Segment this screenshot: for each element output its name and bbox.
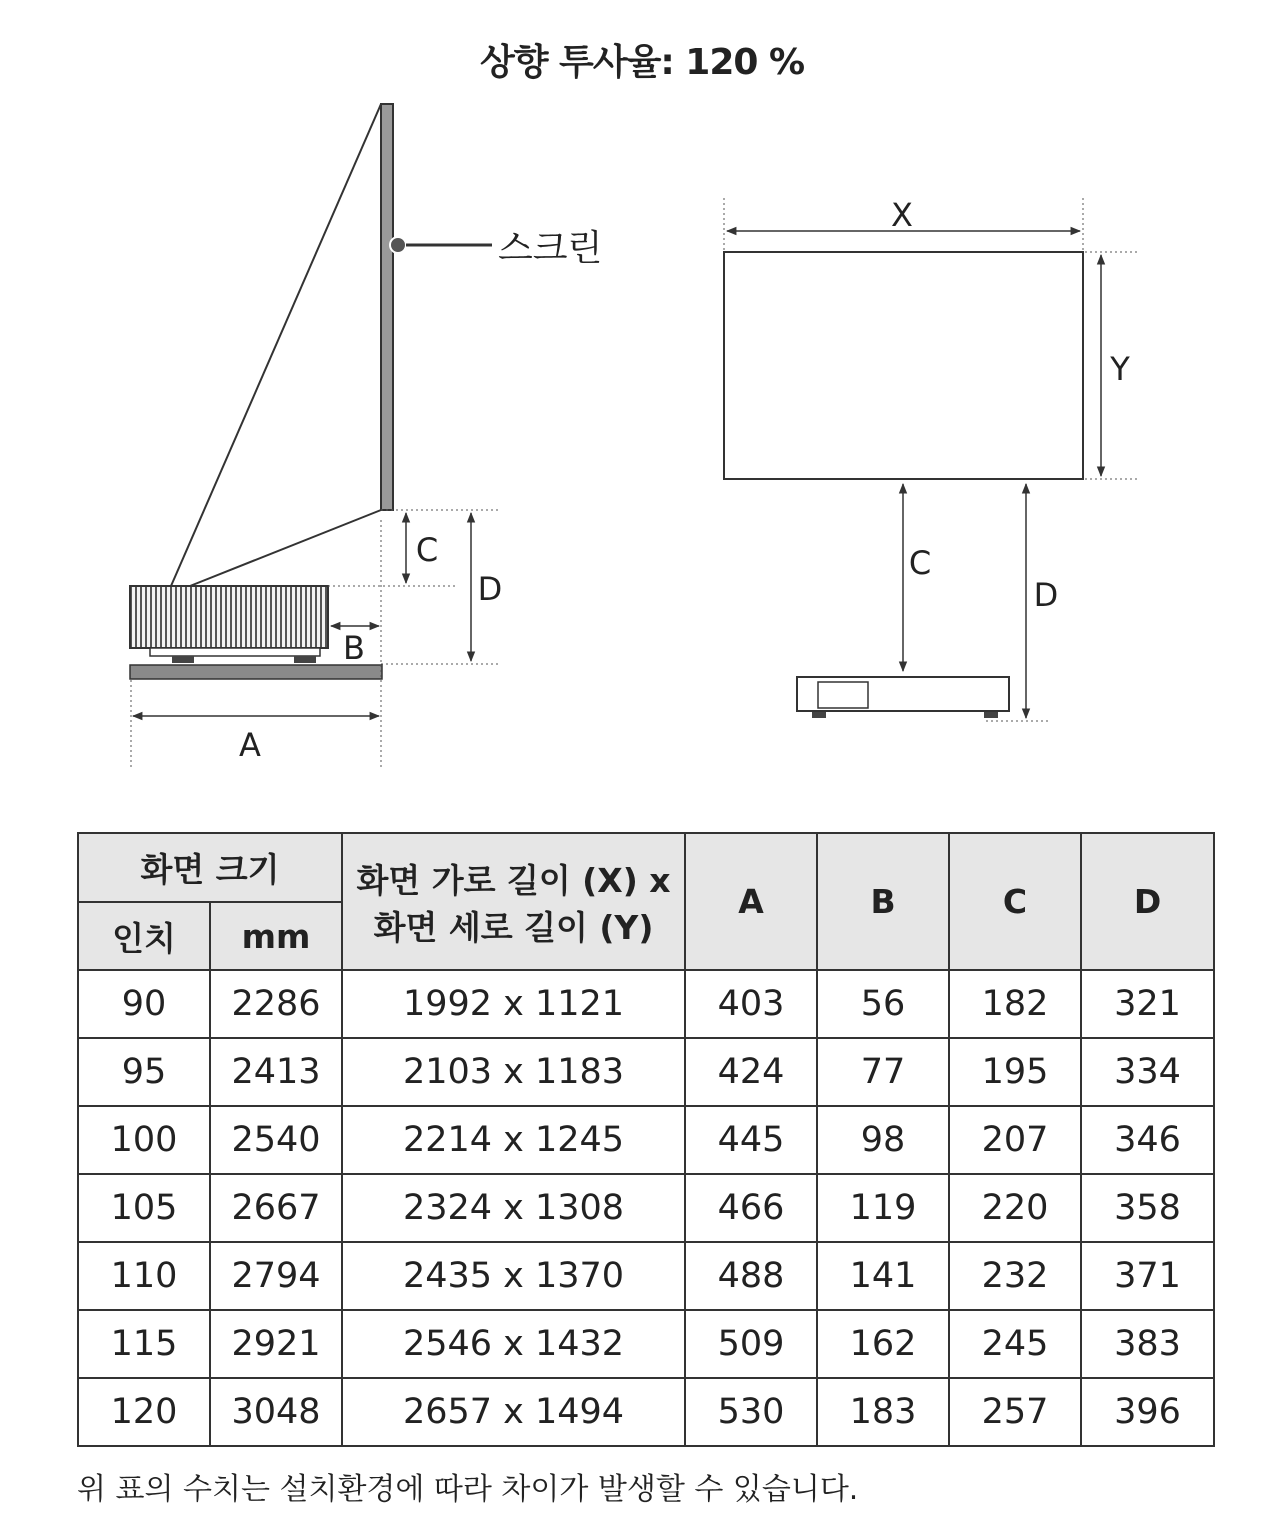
header-a: A (685, 833, 817, 970)
cell-c: 257 (949, 1378, 1081, 1446)
table-row (78, 1038, 1214, 1106)
label-d-front: D (1033, 576, 1059, 614)
cell-c: 220 (949, 1174, 1081, 1242)
cell-b: 77 (817, 1038, 949, 1106)
cell-mm: 3048 (210, 1378, 342, 1446)
cell-b: 183 (817, 1378, 949, 1446)
cell-mm: 2667 (210, 1174, 342, 1242)
cell-inch: 100 (78, 1106, 210, 1174)
cell-dims: 1992 x 1121 (342, 970, 685, 1038)
header-dimensions (342, 833, 685, 970)
label-b-side: B (343, 629, 365, 667)
cell-dims: 2657 x 1494 (342, 1378, 685, 1446)
table-row (78, 1378, 1214, 1446)
projection-beam-upper (171, 104, 381, 586)
cell-inch: 105 (78, 1174, 210, 1242)
cell-dims: 2103 x 1183 (342, 1038, 685, 1106)
cell-dims: 2324 x 1308 (342, 1174, 685, 1242)
label-x: X (891, 196, 913, 234)
cell-b: 98 (817, 1106, 949, 1174)
projector-body-side (130, 586, 328, 648)
header-dimensions-line2: 화면 세로 길이 (Y) (373, 907, 654, 947)
cell-inch: 110 (78, 1242, 210, 1310)
cell-inch: 115 (78, 1310, 210, 1378)
header-mm: mm (210, 902, 342, 970)
table-row (78, 1106, 1214, 1174)
cell-dims: 2435 x 1370 (342, 1242, 685, 1310)
label-y: Y (1110, 350, 1130, 388)
cell-a: 530 (685, 1378, 817, 1446)
header-b: B (817, 833, 949, 970)
screen-label: 스크린 (498, 228, 603, 269)
cell-c: 182 (949, 970, 1081, 1038)
cell-mm: 2413 (210, 1038, 342, 1106)
side-view (130, 104, 602, 770)
cell-a: 466 (685, 1174, 817, 1242)
table-row (78, 1242, 1214, 1310)
table-row (78, 1310, 1214, 1378)
header-d: D (1081, 833, 1214, 970)
label-c-front: C (908, 544, 932, 582)
screen-panel (381, 104, 393, 510)
cell-d: 358 (1081, 1174, 1214, 1242)
cell-d: 371 (1081, 1242, 1214, 1310)
table-row (78, 970, 1214, 1038)
cell-mm: 2540 (210, 1106, 342, 1174)
cell-b: 141 (817, 1242, 949, 1310)
label-c-side: C (415, 531, 439, 569)
cell-c: 232 (949, 1242, 1081, 1310)
front-view (724, 196, 1138, 721)
label-d-side: D (477, 570, 503, 608)
cell-inch: 95 (78, 1038, 210, 1106)
cell-b: 119 (817, 1174, 949, 1242)
cell-a: 403 (685, 970, 817, 1038)
header-c: C (949, 833, 1081, 970)
cell-c: 207 (949, 1106, 1081, 1174)
screen-callout-dot (390, 237, 406, 253)
cell-c: 245 (949, 1310, 1081, 1378)
cell-d: 383 (1081, 1310, 1214, 1378)
table-row (78, 1174, 1214, 1242)
cell-d: 321 (1081, 970, 1214, 1038)
screen-front (724, 252, 1083, 479)
cell-dims: 2546 x 1432 (342, 1310, 685, 1378)
page-title: 상향 투사율: 120 % (479, 42, 805, 83)
cell-a: 424 (685, 1038, 817, 1106)
footnote: 위 표의 수치는 설치환경에 따라 차이가 발생할 수 있습니다. (77, 1472, 859, 1507)
cell-a: 445 (685, 1106, 817, 1174)
cell-d: 334 (1081, 1038, 1214, 1106)
cell-mm: 2286 (210, 970, 342, 1038)
cell-d: 346 (1081, 1106, 1214, 1174)
header-screen-size: 화면 크기 (78, 833, 342, 902)
cell-a: 488 (685, 1242, 817, 1310)
floor-plate (130, 665, 382, 679)
cell-b: 56 (817, 970, 949, 1038)
header-inch: 인치 (78, 902, 210, 970)
cell-a: 509 (685, 1310, 817, 1378)
cell-c: 195 (949, 1038, 1081, 1106)
cell-dims: 2214 x 1245 (342, 1106, 685, 1174)
cell-mm: 2921 (210, 1310, 342, 1378)
cell-inch: 120 (78, 1378, 210, 1446)
cell-mm: 2794 (210, 1242, 342, 1310)
cell-d: 396 (1081, 1378, 1214, 1446)
projection-beam-lower (190, 510, 381, 586)
cell-inch: 90 (78, 970, 210, 1038)
cell-b: 162 (817, 1310, 949, 1378)
label-a-side: A (239, 726, 261, 764)
projection-distance-table (77, 832, 1215, 1447)
header-dimensions-line1: 화면 가로 길이 (X) x (356, 860, 671, 900)
